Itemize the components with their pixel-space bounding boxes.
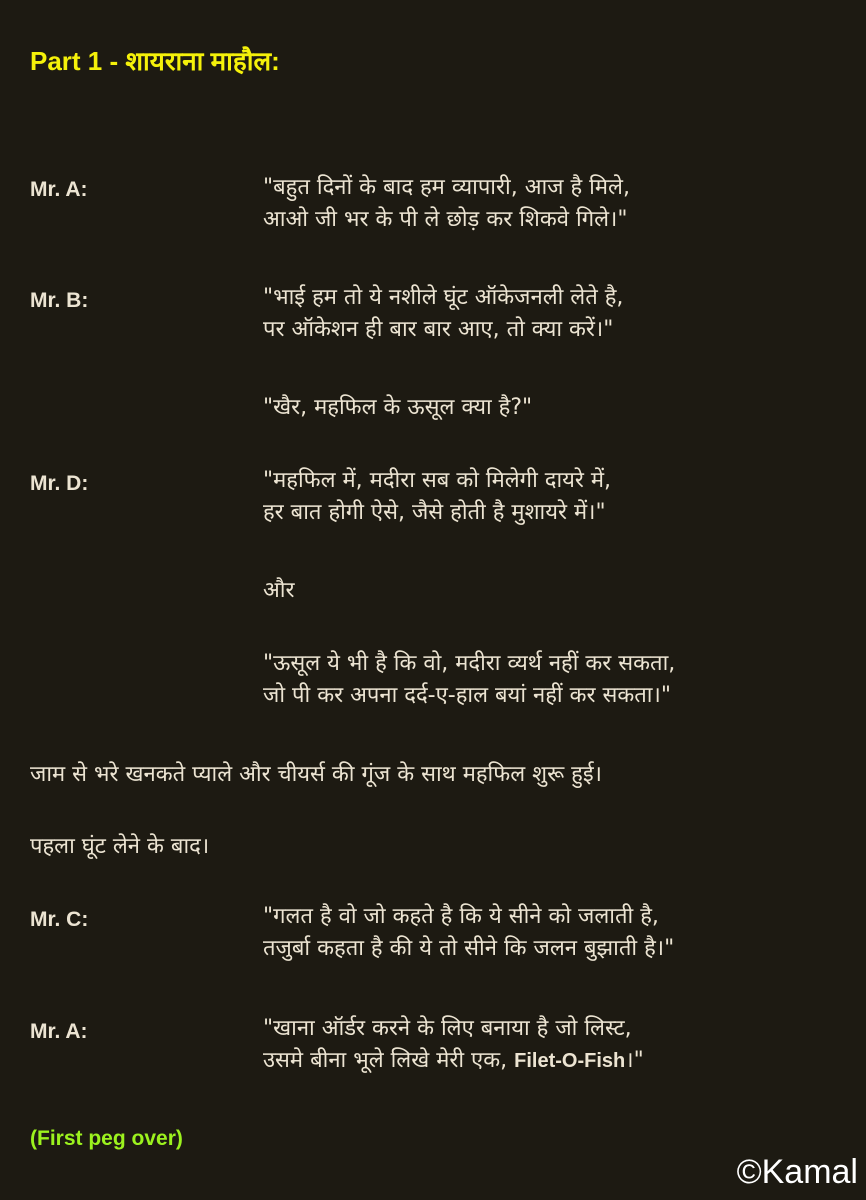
narration-line: जाम से भरे खनकते प्याले और चीयर्स की गूंज के साथ महफिल शुरू हुई। bbox=[30, 762, 602, 787]
narration-line: पहला घूंट लेने के बाद। bbox=[30, 834, 210, 859]
verse-connector bbox=[263, 575, 295, 607]
verse-mr-b-1 bbox=[263, 282, 623, 346]
dish-name: Filet-O-Fish bbox=[514, 1050, 626, 1072]
verse-segment: उसमे बीना भूले लिखे मेरी एक, bbox=[263, 1048, 515, 1073]
verse-mr-a-2 bbox=[263, 1013, 644, 1077]
verse-line bbox=[263, 1045, 644, 1077]
verse-line: आओ जी भर के पी ले छोड़ कर शिकवे गिले।" bbox=[263, 207, 628, 232]
speaker-mr-b: Mr. B: bbox=[30, 289, 89, 312]
verse-line: जो पी कर अपना दर्द-ए-हाल बयां नहीं कर सकता।" bbox=[263, 683, 671, 708]
verse-mr-d-2 bbox=[263, 648, 675, 712]
verse-segment: ।" bbox=[625, 1048, 644, 1073]
verse-line: तजुर्बा कहता है की ये तो सीने कि जलन बुझाती है।" bbox=[263, 936, 675, 961]
page-title: Part 1 - शायराना माहौल: bbox=[30, 46, 280, 76]
verse-line: "बहुत दिनों के बाद हम व्यापारी, आज है मिले, bbox=[263, 175, 630, 200]
speaker-mr-d: Mr. D: bbox=[30, 472, 89, 495]
speaker-mr-a-second: Mr. A: bbox=[30, 1020, 88, 1043]
speaker-mr-c: Mr. C: bbox=[30, 908, 89, 931]
verse-line: "गलत है वो जो कहते है कि ये सीने को जलाती है, bbox=[263, 904, 659, 929]
verse-mr-b-2 bbox=[263, 392, 532, 424]
speaker-mr-a: Mr. A: bbox=[30, 178, 88, 201]
verse-line: "भाई हम तो ये नशीले घूंट ऑकेजनली लेते है, bbox=[263, 285, 624, 310]
verse-mr-a-1 bbox=[263, 172, 630, 236]
verse-mr-d-1 bbox=[263, 465, 611, 529]
copyright-credit: ©Kamal bbox=[736, 1153, 858, 1191]
verse-line: हर बात होगी ऐसे, जैसे होती है मुशायरे में।" bbox=[263, 500, 606, 525]
verse-line: पर ऑकेशन ही बार बार आए, तो क्या करें।" bbox=[263, 317, 614, 342]
verse-mr-c bbox=[263, 901, 674, 965]
verse-line: "खैर, महफिल के ऊसूल क्या है?" bbox=[263, 395, 533, 420]
footer-note: (First peg over) bbox=[30, 1127, 183, 1150]
verse-line: और bbox=[263, 578, 295, 603]
verse-line: "खाना ऑर्डर करने के लिए बनाया है जो लिस्ट, bbox=[263, 1016, 632, 1041]
verse-line: "ऊसूल ये भी है कि वो, मदीरा व्यर्थ नहीं कर सकता, bbox=[263, 651, 676, 676]
verse-line: "महफिल में, मदीरा सब को मिलेगी दायरे में, bbox=[263, 468, 612, 493]
